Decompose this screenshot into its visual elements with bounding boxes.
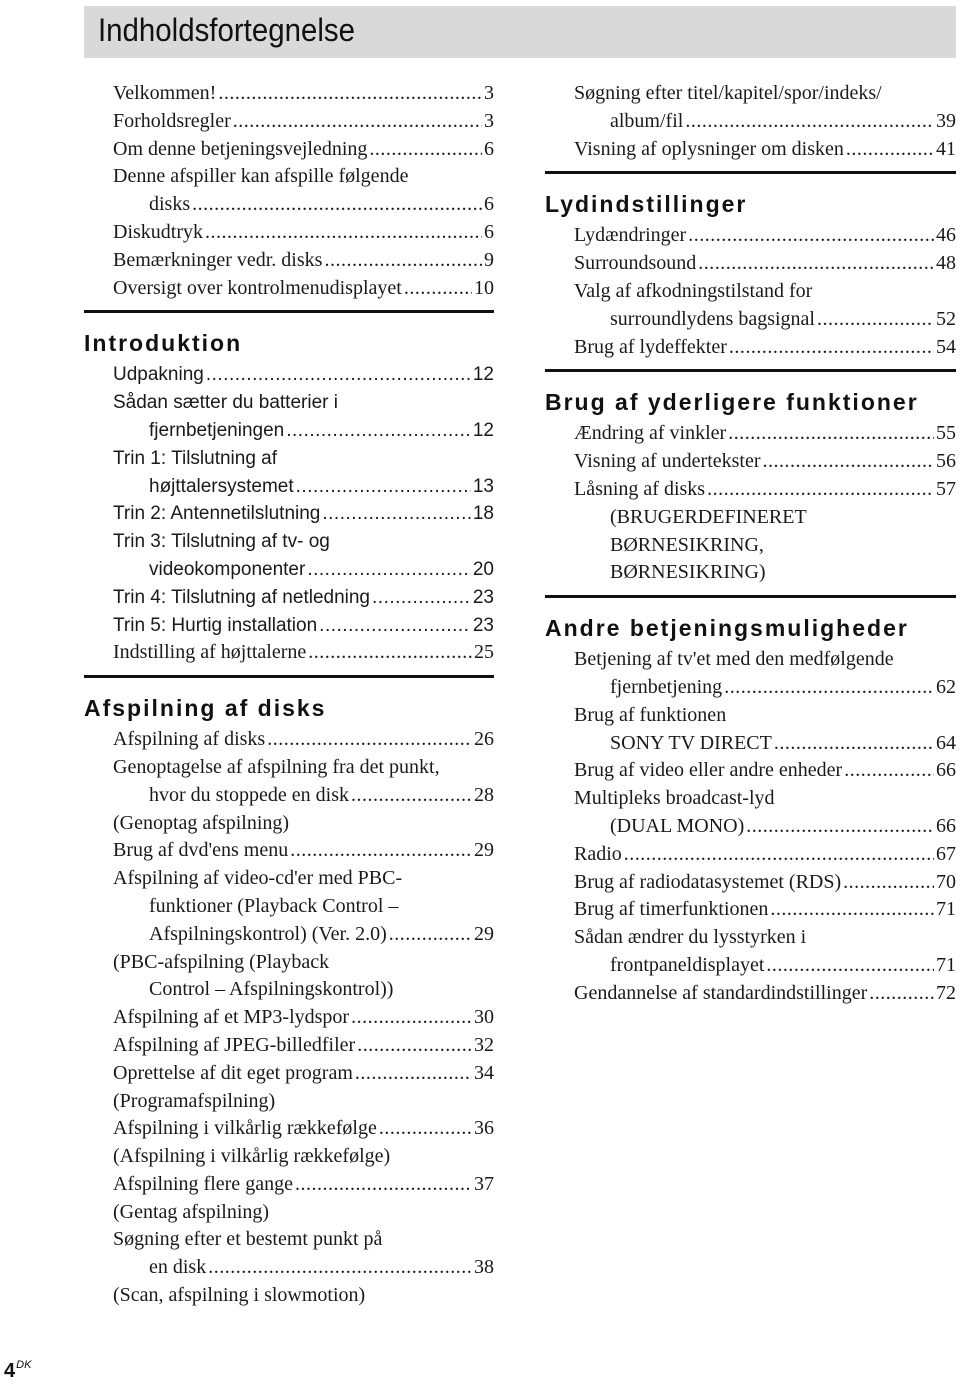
toc-page-number: 55 [936, 422, 956, 445]
toc-entry-text: Bemærkninger vedr. disks [113, 248, 323, 271]
section-heading-introduktion [84, 310, 494, 361]
toc-entry-brug-af-timerfunktionen[interactable] [574, 896, 956, 924]
toc-page-number: 28 [474, 783, 494, 806]
dot-leader [372, 584, 471, 612]
toc-entry-list [545, 80, 956, 163]
toc-page-number: 39 [936, 109, 956, 132]
toc-entry-text: Ændring af vinkler [574, 422, 727, 445]
toc-page-number: 9 [484, 248, 494, 271]
toc-entry-afspilning-flere-gange[interactable] [113, 1171, 494, 1199]
dot-leader [233, 108, 482, 136]
toc-entry-trin-1-tilslutning-af[interactable] [113, 445, 494, 501]
toc-entry-text: (PBC-afspilning (Playback [113, 950, 330, 973]
toc-entry-text: Udpakning [113, 364, 204, 386]
toc-entry-gendannelse-af-standardindstillinger[interactable] [574, 980, 956, 1008]
toc-entry-text: Multipleks broadcast-lyd [574, 787, 775, 810]
toc-entry-text: Afspilning af JPEG-billedfiler [113, 1033, 356, 1056]
toc-entry-forholdsregler[interactable] [113, 108, 494, 136]
toc-entry-text: Brug af dvd'ens menu [113, 839, 289, 862]
toc-page-number: 25 [474, 641, 494, 664]
toc-entry-afspilning-af-et-mp3-lydspor[interactable] [113, 1004, 494, 1032]
dot-leader [286, 417, 471, 445]
section-heading-text: Introduktion [84, 330, 243, 357]
title-bar [84, 6, 956, 58]
toc-entry-list [545, 646, 956, 1007]
toc-entry-text: Trin 2: Antennetilslutning [113, 503, 321, 525]
toc-entry-text: Oversigt over kontrolmenudisplayet [113, 276, 402, 299]
toc-entry-visning-af-oplysninger-om-disken[interactable] [574, 136, 956, 164]
toc-entry-gentag-afspilning[interactable] [113, 1199, 494, 1227]
toc-entry-om-denne-betjeningsvejledning[interactable] [113, 136, 494, 164]
toc-page-number: 72 [936, 981, 956, 1004]
toc-entry-sogning-efter-et-bestemt-punkt-pa[interactable] [113, 1226, 494, 1282]
toc-page-number: 36 [474, 1117, 494, 1140]
dot-leader [308, 639, 472, 667]
toc-entry-brug-af-radiodatasystemet-rds[interactable] [574, 869, 956, 897]
toc-page-number: 6 [484, 137, 494, 160]
toc-entry-sadan-saetter-du-batterier-i[interactable] [113, 389, 494, 445]
toc-entry-scan-afspilning-i-slowmotion[interactable] [113, 1282, 494, 1310]
toc-entry-text: Søgning efter titel/kapitel/spor/indeks/ [574, 82, 882, 104]
toc-entry-text: Låsning af disks [574, 477, 706, 500]
toc-page-number: 62 [936, 675, 956, 698]
toc-entry-oprettelse-af-dit-eget-program[interactable] [113, 1060, 494, 1088]
toc-entry-programafspilning[interactable] [113, 1088, 494, 1116]
section-heading-text: Afspilning af disks [84, 695, 327, 722]
dot-leader [817, 306, 934, 334]
dot-leader [770, 896, 934, 924]
dot-leader [843, 869, 934, 897]
section-heading-lydindstillinger [545, 171, 956, 222]
toc-entry-text: Visning af undertekster [574, 450, 761, 473]
toc-entry-text: en disk [149, 1256, 207, 1279]
toc-entry-text: Brug af radiodatasystemet (RDS) [574, 870, 842, 893]
toc-entry-betjening-af-tv-et-med-den-medfolgende[interactable] [574, 646, 956, 702]
dot-leader [379, 1115, 472, 1143]
toc-page-number: 12 [472, 364, 494, 386]
toc-entry-text: Afspilning flere gange [113, 1172, 293, 1195]
toc-entry-trin-2-antennetilslutning[interactable] [113, 500, 494, 528]
toc-entry-text: Visning af oplysninger om disken [574, 137, 844, 160]
dot-leader [389, 921, 472, 949]
toc-entry-text: (Gentag afspilning) [113, 1200, 270, 1223]
toc-entry-trin-4-tilslutning-af-netledning[interactable] [113, 584, 494, 612]
toc-page-number: 71 [936, 898, 956, 921]
toc-page-number: 12 [472, 419, 494, 441]
toc-page-number: 6 [484, 193, 494, 216]
toc-page-number: 38 [474, 1256, 494, 1279]
dot-leader [351, 782, 472, 810]
section-heading-brug-af-yderligere-funktioner [545, 369, 956, 420]
toc-entry-text: Trin 4: Tilslutning af netledning [113, 586, 371, 608]
toc-page-number: 52 [936, 307, 956, 330]
dot-leader [728, 420, 934, 448]
toc-page-number: 30 [474, 1006, 494, 1029]
toc-entry-brugerdefineret[interactable] [574, 504, 956, 587]
toc-entry-text: fjernbetjening [610, 675, 723, 698]
dot-leader [846, 136, 934, 164]
toc-entry-sogning-efter-titel-kapitel-spor-indeks[interactable] [574, 80, 956, 136]
toc-entry-trin-5-hurtig-installation[interactable] [113, 612, 494, 640]
dot-leader [351, 1004, 472, 1032]
toc-entry-text: Afspilning af et MP3-lydspor [113, 1006, 350, 1029]
toc-page-number: 54 [936, 335, 956, 358]
toc-page-number: 34 [474, 1061, 494, 1084]
dot-leader [324, 247, 482, 275]
toc-entry-text: disks [149, 193, 191, 216]
dot-leader [355, 1060, 472, 1088]
toc-entry-text: Brug af funktionen [574, 703, 727, 726]
toc-entry-text: Brug af lydeffekter [574, 335, 727, 358]
toc-entry-aendring-af-vinkler[interactable] [574, 420, 956, 448]
toc-entry-lydaendringer[interactable] [574, 222, 956, 250]
dot-leader [688, 222, 934, 250]
toc-entry-afspilning-i-vilkarlig-raekkefolge[interactable] [113, 1143, 494, 1171]
toc-entry-genoptagelse-af-afspilning-fra-det-punkt[interactable] [113, 754, 494, 810]
toc-entry-text: videokomponenter [149, 558, 306, 580]
dot-leader [295, 1171, 472, 1199]
toc-page-number: 56 [936, 450, 956, 473]
dot-leader [218, 80, 482, 108]
toc-column-right [545, 80, 956, 1008]
toc-entry-lasning-af-disks[interactable] [574, 476, 956, 504]
dot-leader [707, 476, 934, 504]
toc-entry-text: (BRUGERDEFINERET [610, 505, 807, 528]
toc-page-number: 29 [474, 839, 494, 862]
dot-leader [307, 556, 471, 584]
toc-entry-list [545, 222, 956, 361]
toc-entry-udpakning[interactable] [113, 361, 494, 389]
toc-entry-text: (Scan, afspilning i slowmotion) [113, 1284, 366, 1307]
toc-entry-sadan-aendrer-du-lysstyrken-i[interactable] [574, 924, 956, 980]
toc-entry-text: (Programafspilning) [113, 1089, 276, 1112]
dot-leader [208, 1254, 472, 1282]
toc-entry-text: Brug af timerfunktionen [574, 898, 769, 921]
toc-entry-text: Surroundsound [574, 252, 697, 275]
toc-entry-list [84, 80, 494, 302]
toc-entry-list [545, 420, 956, 587]
toc-page-number: 66 [936, 759, 956, 782]
toc-entry-text: Afspilningskontrol) (Ver. 2.0) [149, 922, 387, 945]
toc-entry-surroundsound[interactable] [574, 250, 956, 278]
toc-entry-oversigt-over-kontrolmenudisplayet[interactable] [113, 275, 494, 303]
toc-entry-text: Diskudtryk [113, 220, 203, 243]
toc-entry-text: Afspilning i vilkårlig rækkefølge [113, 1117, 377, 1140]
toc-entry-text: hvor du stoppede en disk [149, 783, 349, 806]
toc-entry-text: (DUAL MONO) [610, 814, 745, 837]
section-heading-text: Lydindstillinger [545, 191, 748, 218]
toc-page-number: 13 [472, 475, 494, 497]
toc-entry-text: Søgning efter et bestemt punkt på [113, 1228, 383, 1251]
page-title: Indholdsfortegnelse [98, 12, 355, 48]
toc-entry-text: frontpaneldisplayet [610, 953, 765, 976]
dot-leader [766, 952, 934, 980]
toc-page-number: 29 [474, 922, 494, 945]
toc-entry-text: Sådan ændrer du lysstyrken i [574, 926, 807, 949]
toc-entry-brug-af-video-eller-andre-enheder[interactable] [574, 757, 956, 785]
toc-entry-text: Afspilning af video-cd'er med PBC- [113, 867, 403, 890]
dot-leader [404, 275, 472, 303]
dot-leader [746, 813, 934, 841]
toc-page-number: 23 [472, 586, 494, 608]
toc-entry-visning-af-undertekster[interactable] [574, 448, 956, 476]
toc-page-number: 46 [936, 224, 956, 247]
toc-page-number: 3 [484, 109, 494, 132]
dot-leader [729, 334, 934, 362]
toc-entry-text: Betjening af tv'et med den medfølgende [574, 648, 894, 671]
dot-leader [319, 612, 471, 640]
toc-entry-text: Indstilling af højttalerne [113, 641, 307, 664]
toc-entry-text: højttalersystemet [149, 475, 294, 497]
dot-leader [844, 757, 934, 785]
dot-leader [685, 108, 934, 136]
toc-entry-text: Trin 5: Hurtig installation [113, 614, 318, 636]
toc-page-number: 18 [472, 503, 494, 525]
toc-page-number: 37 [474, 1172, 494, 1195]
toc-entry-text: Gendannelse af standardindstillinger [574, 981, 868, 1004]
toc-entry-text: SONY TV DIRECT [610, 731, 772, 754]
toc-entry-text: Lydændringer [574, 224, 687, 247]
toc-entry-afspilning-af-jpeg-billedfiler[interactable] [113, 1032, 494, 1060]
toc-entry-valg-af-afkodningstilstand-for[interactable] [574, 278, 956, 334]
toc-page-number: 67 [936, 842, 956, 865]
section-heading-text: Brug af yderligere funktioner [545, 389, 919, 416]
toc-entry-text: Velkommen! [113, 82, 217, 104]
toc-entry-text: album/fil [610, 109, 684, 132]
toc-page-number: 64 [936, 731, 956, 754]
toc-entry-list [84, 361, 494, 667]
toc-entry-bemaerkninger-vedr-disks[interactable] [113, 247, 494, 275]
toc-page-number: 66 [936, 814, 956, 837]
toc-entry-pbc-afspilning-playback[interactable] [113, 949, 494, 1005]
toc-page-number: 23 [472, 614, 494, 636]
toc-entry-list [84, 726, 494, 1310]
toc-entry-trin-3-tilslutning-af-tv-og[interactable] [113, 528, 494, 584]
toc-entry-afspilning-i-vilkarlig-raekkefolge[interactable] [113, 1115, 494, 1143]
toc-page-number: 3 [484, 82, 494, 104]
toc-page-number: 10 [474, 276, 494, 299]
toc-entry-multipleks-broadcast-lyd[interactable] [574, 785, 956, 841]
toc-entry-text: (Afspilning i vilkårlig rækkefølge) [113, 1145, 391, 1168]
dot-leader [357, 1032, 472, 1060]
toc-entry-text: Afspilning af disks [113, 728, 266, 751]
dot-leader [774, 730, 934, 758]
toc-entry-brug-af-lydeffekter[interactable] [574, 334, 956, 362]
toc-entry-genoptag-afspilning[interactable] [113, 810, 494, 838]
toc-column-left [84, 80, 494, 1310]
toc-entry-text: Genoptagelse af afspilning fra det punkt, [113, 755, 440, 778]
toc-entry-brug-af-funktionen[interactable] [574, 702, 956, 758]
toc-entry-velkommen[interactable] [113, 80, 494, 108]
toc-entry-text: fjernbetjeningen [149, 419, 285, 441]
toc-entry-text: BØRNESIKRING, [610, 533, 764, 556]
toc-page-number: 20 [472, 558, 494, 580]
dot-leader [869, 980, 934, 1008]
dot-leader [296, 473, 471, 501]
dot-leader [267, 726, 472, 754]
dot-leader [698, 250, 934, 278]
toc-page-number: 32 [474, 1033, 494, 1056]
toc-entry-denne-afspiller-kan-afspille-folgende[interactable] [113, 163, 494, 219]
toc-entry-text: Denne afspiller kan afspille følgende [113, 165, 409, 188]
page-number-value: 4 [4, 1360, 16, 1382]
toc-page-number: 70 [936, 870, 956, 893]
toc-entry-text: funktioner (Playback Control – [149, 894, 399, 917]
section-heading-text: Andre betjeningsmuligheder [545, 615, 909, 642]
toc-page-number: 57 [936, 477, 956, 500]
toc-entry-text: Forholdsregler [113, 109, 231, 132]
toc-entry-text: Trin 1: Tilslutning af [113, 447, 278, 469]
dot-leader [322, 500, 470, 528]
dot-leader [206, 361, 471, 389]
toc-page-number: 6 [484, 220, 494, 243]
toc-entry-text: surroundlydens bagsignal [610, 307, 815, 330]
toc-entry-indstilling-af-hojttalerne[interactable] [113, 639, 494, 667]
dot-leader [724, 674, 934, 702]
dot-leader [763, 448, 934, 476]
toc-entry-text: Oprettelse af dit eget program [113, 1061, 353, 1084]
dot-leader [624, 841, 934, 869]
toc-entry-text: (Genoptag afspilning) [113, 811, 290, 834]
toc-entry-text: Radio [574, 842, 622, 865]
toc-entry-text: Sådan sætter du batterier i [113, 392, 338, 414]
toc-entry-text: Trin 3: Tilslutning af tv- og [113, 531, 330, 553]
toc-entry-text: Valg af afkodningstilstand for [574, 279, 813, 302]
dot-leader [192, 191, 482, 219]
toc-entry-text: Control – Afspilningskontrol)) [149, 978, 394, 1001]
page-number [4, 1359, 31, 1383]
toc-page-number: 71 [936, 953, 956, 976]
toc-entry-radio[interactable] [574, 841, 956, 869]
toc-entry-text: Brug af video eller andre enheder [574, 759, 843, 782]
dot-leader [369, 136, 482, 164]
section-heading-afspilning-af-disks [84, 675, 494, 726]
page-number-suffix: DK [16, 1359, 32, 1371]
toc-page-number: 48 [936, 252, 956, 275]
toc-page-number: 41 [936, 137, 956, 160]
dot-leader [290, 837, 472, 865]
dot-leader [205, 219, 482, 247]
toc-entry-afspilning-af-disks[interactable] [113, 726, 494, 754]
section-heading-andre-betjeningsmuligheder [545, 595, 956, 646]
toc-entry-text: Om denne betjeningsvejledning [113, 137, 368, 160]
toc-entry-afspilning-af-video-cd-er-med-pbc[interactable] [113, 865, 494, 948]
toc-entry-diskudtryk[interactable] [113, 219, 494, 247]
toc-entry-brug-af-dvd-ens-menu[interactable] [113, 837, 494, 865]
toc-entry-text: BØRNESIKRING) [610, 561, 766, 584]
toc-page-number: 26 [474, 728, 494, 751]
